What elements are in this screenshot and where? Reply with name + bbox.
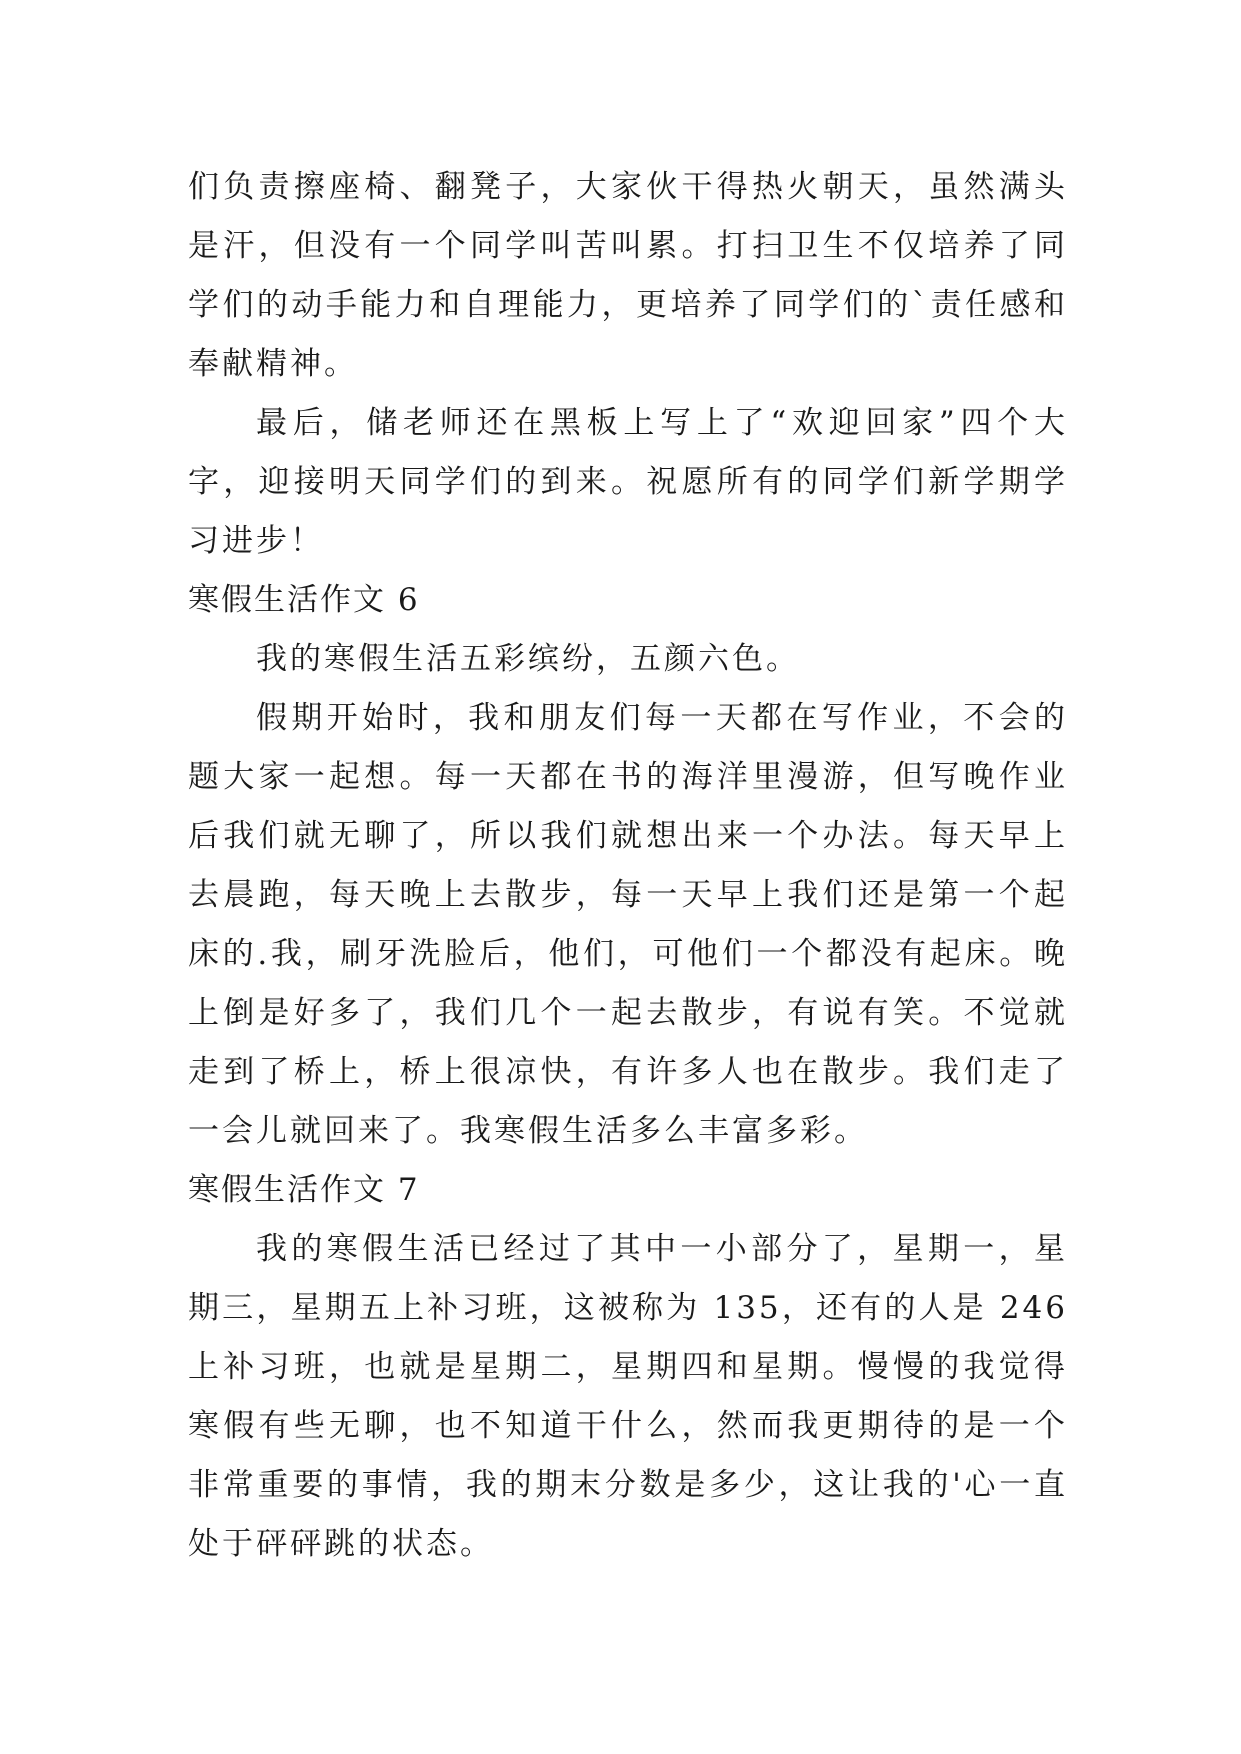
document-body: [188, 158, 1068, 1574]
paragraph-tutoring: 我的寒假生活已经过了其中一小部分了，星期一，星期三，星期五上补习班，这被称为 135，还有的人是 246 上补习班，也就是星期二，星期四和星期。慢慢的我觉得寒假有些无聊，也不知道干什么，然而我更期待的是一个非常重要的事情，我的期末分数是多少，这让我的'心一直处于砰砰跳的状态。: [188, 1231, 1068, 1562]
essay-heading-6: 寒假生活作文 6: [188, 582, 420, 618]
paragraph-holiday-start: 假期开始时，我和朋友们每一天都在写作业，不会的题大家一起想。每一天都在书的海洋里漫游，但写晚作业后我们就无聊了，所以我们就想出来一个办法。每天早上去晨跑，每天晚上去散步，每一天早上我们还是第一个起床的.我，刷牙洗脸后，他们，可他们一个都没有起床。晚上倒是好多了，我们几个一起去散步，有说有笑。不觉就走到了桥上，桥上很凉快，有许多人也在散步。我们走了一会儿就回来了。我寒假生活多么丰富多彩。: [188, 700, 1068, 1149]
essay-heading-7: 寒假生活作文 7: [188, 1172, 420, 1208]
paragraph-cleaning: 们负责擦座椅、翻凳子，大家伙干得热火朝天，虽然满头是汗，但没有一个同学叫苦叫累。打扫卫生不仅培养了同学们的动手能力和自理能力，更培养了同学们的`责任感和奉献精神。: [188, 169, 1068, 382]
paragraph-welcome-home: 最后，储老师还在黑板上写上了“欢迎回家”四个大字，迎接明天同学们的到来。祝愿所有的同学们新学期学习进步！: [188, 405, 1068, 559]
paragraph-colorful-life: 我的寒假生活五彩缤纷，五颜六色。: [256, 641, 800, 677]
